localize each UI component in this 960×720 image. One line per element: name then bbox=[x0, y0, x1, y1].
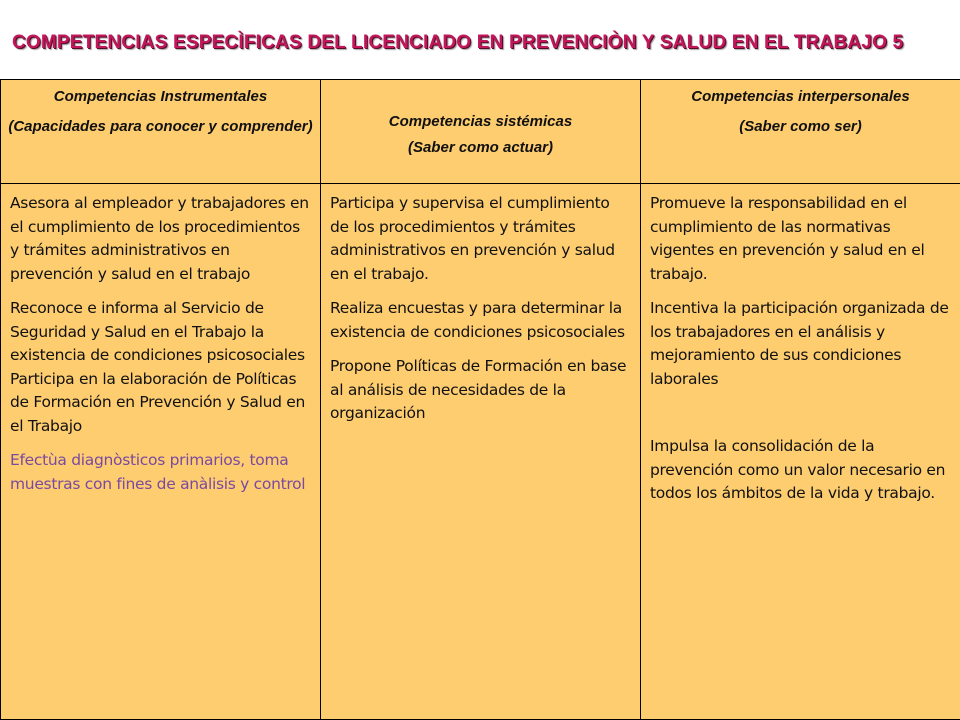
instrumental-item: Participa en la elaboración de Políticas de Formación en Prevención y Salud en el Trabajo bbox=[10, 369, 306, 435]
header-interpersonal-subtitle: (Saber como ser) bbox=[739, 118, 862, 135]
page-title: COMPETENCIAS ESPECÌFICAS DEL LICENCIADO EN PREVENCIÒN Y SALUD EN EL TRABAJO 5 bbox=[12, 32, 904, 53]
interpersonal-item: Impulsa la consolidación de la prevención como un valor necesario en todos los ámbitos de la vida y trabajo. bbox=[650, 437, 946, 502]
systemic-item: Participa y supervisa el cumplimiento de los procedimientos y trámites administrativos en prevención y salud en el trabajo. bbox=[330, 194, 615, 283]
competencies-table bbox=[0, 79, 960, 720]
header-instrumental bbox=[1, 80, 321, 184]
instrumental-item-highlight: Efectùa diagnòsticos primarios, toma muestras con fines de anàlisis y control bbox=[10, 451, 306, 493]
header-interpersonal bbox=[641, 80, 960, 184]
cell-interpersonal bbox=[641, 184, 960, 720]
header-instrumental-title: Competencias Instrumentales bbox=[53, 88, 268, 105]
interpersonal-item: Incentiva la participación organizada de los trabajadores en el análisis y mejoramiento de sus condiciones laborales bbox=[650, 299, 949, 388]
header-systemic-title: Competencias sistémicas bbox=[388, 113, 573, 130]
systemic-item: Realiza encuestas y para determinar la existencia de condiciones psicosociales bbox=[330, 299, 625, 341]
cell-instrumental bbox=[1, 184, 321, 720]
table-header-row bbox=[1, 80, 960, 184]
header-interpersonal-title: Competencias interpersonales bbox=[691, 88, 910, 105]
instrumental-item: Asesora al empleador y trabajadores en el cumplimiento de los procedimientos y trámites administrativos en prevención y salud en el trabajo bbox=[10, 194, 309, 283]
interpersonal-item: Promueve la responsabilidad en el cumplimiento de las normativas vigentes en prevención y salud en el trabajo. bbox=[650, 194, 925, 283]
table-body-row bbox=[1, 184, 960, 720]
cell-systemic bbox=[321, 184, 641, 720]
systemic-item: Propone Políticas de Formación en base al análisis de necesidades de la organización bbox=[330, 357, 627, 422]
header-systemic-subtitle: (Saber como actuar) bbox=[407, 139, 554, 156]
header-systemic bbox=[321, 80, 641, 184]
header-instrumental-subtitle: (Capacidades para conocer y comprender) bbox=[8, 118, 313, 135]
instrumental-item: Reconoce e informa al Servicio de Seguridad y Salud en el Trabajo la existencia de condiciones psicosociales bbox=[10, 299, 305, 364]
